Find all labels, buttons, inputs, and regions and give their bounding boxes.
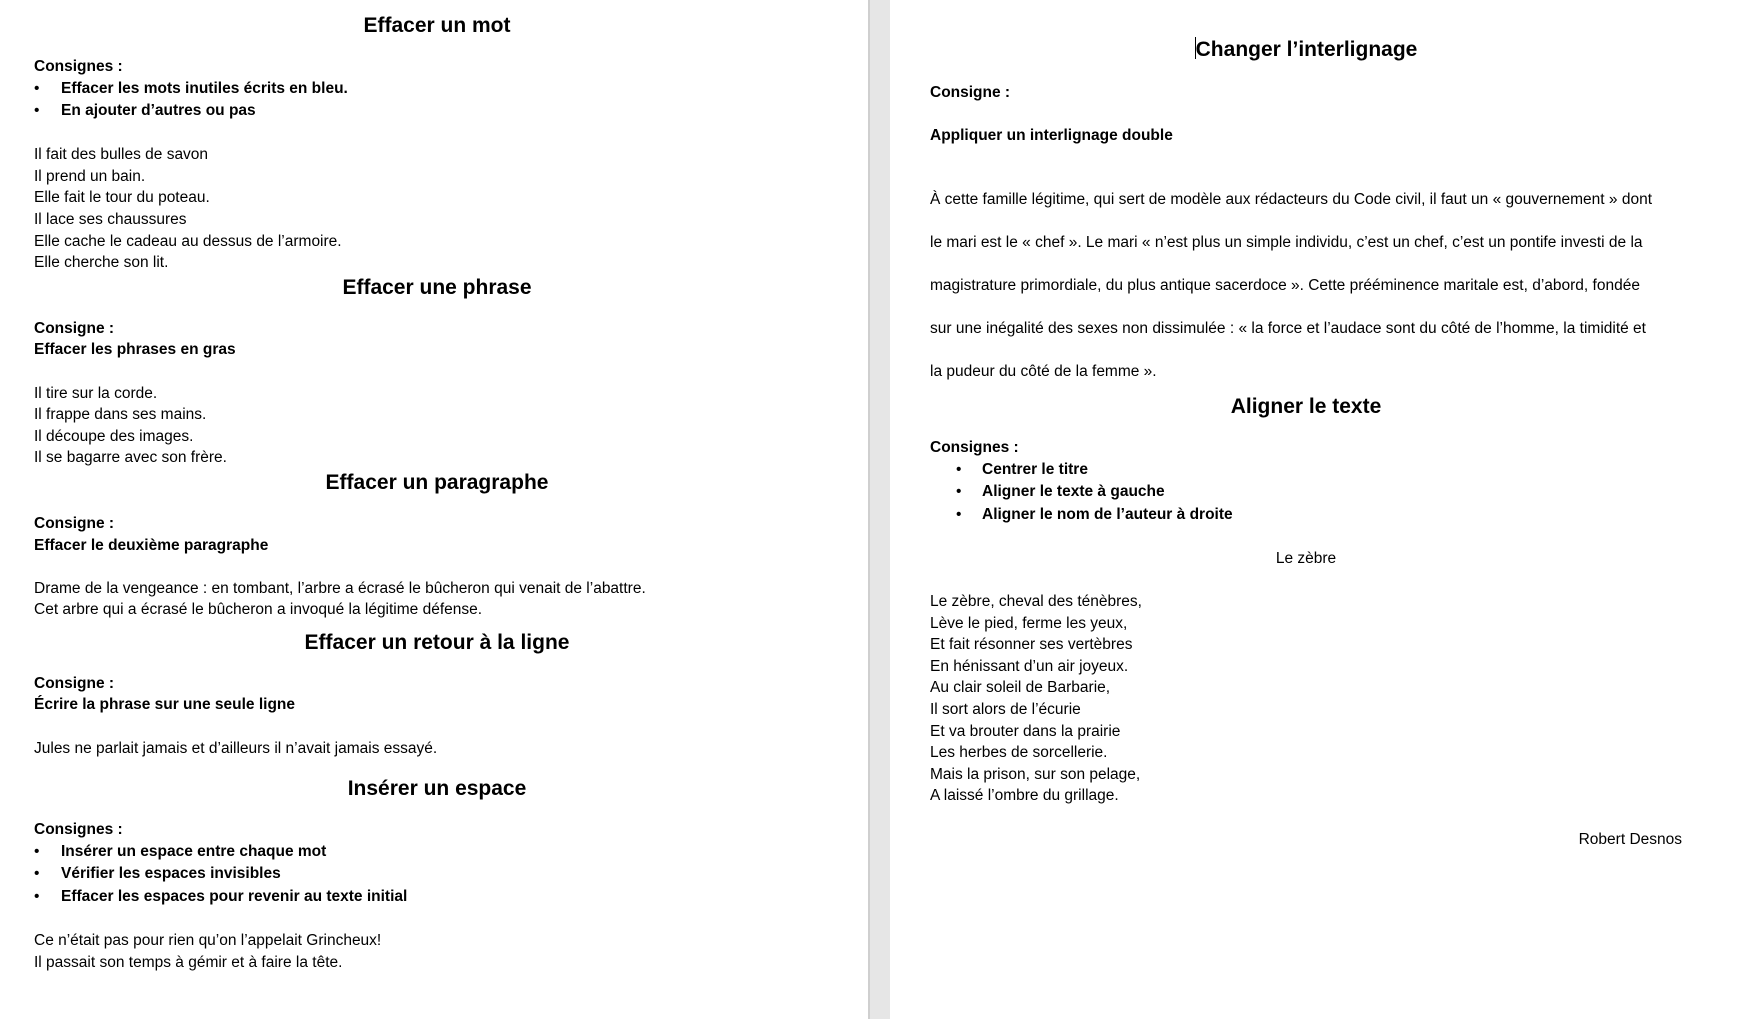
heading-effacer-un-paragraphe: Effacer un paragraphe — [325, 470, 549, 494]
poem-line[interactable]: A laissé l’ombre du grillage. — [930, 787, 1119, 805]
instruction-text: Écrire la phrase sur une seule ligne — [34, 696, 296, 714]
text-line[interactable]: Elle fait le tour du poteau. — [34, 189, 210, 207]
document-page-right[interactable] — [890, 0, 1755, 1019]
instruction-item: • Effacer les espaces pour revenir au texte initial — [34, 886, 840, 909]
text-line[interactable]: Ce n’était pas pour rien qu’on l’appelait Grincheux! — [34, 931, 382, 949]
poem-line[interactable]: En hénissant d’un air joyeux. — [930, 657, 1129, 675]
heading-effacer-un-retour: Effacer un retour à la ligne — [304, 630, 570, 654]
poem-line[interactable]: Il sort alors de l’écurie — [930, 701, 1081, 719]
instruction-item: • Vérifier les espaces invisibles — [34, 863, 840, 886]
instruction-item: • Aligner le texte à gauche — [930, 481, 1682, 504]
consigne-label: Consigne : — [930, 84, 1011, 101]
paragraph-line[interactable]: À cette famille légitime, qui sert de modèle aux rédacteurs du Code civil, il faut un « gouvernement » dont — [930, 191, 1653, 209]
instruction-item: • Aligner le nom de l’auteur à droite — [930, 504, 1682, 527]
heading-effacer-une-phrase: Effacer une phrase — [342, 275, 532, 299]
poem-line[interactable]: Au clair soleil de Barbarie, — [930, 679, 1111, 697]
text-line[interactable]: Jules ne parlait jamais et d’ailleurs il n’avait jamais essayé. — [34, 739, 438, 757]
poem-line[interactable]: Mais la prison, sur son pelage, — [930, 765, 1141, 783]
text-line[interactable]: Il prend un bain. — [34, 167, 146, 185]
heading-text: Changer l’interlignage — [1195, 38, 1418, 61]
poem-author[interactable]: Robert Desnos — [1578, 830, 1682, 848]
consignes-label: Consignes : — [34, 58, 123, 75]
instruction-list — [930, 459, 1682, 527]
instruction-list — [34, 841, 840, 909]
paragraph-line[interactable]: magistrature primordiale, du plus antique sacerdoce ». Cette prééminence maritale est, d’abord, fondée — [930, 277, 1640, 295]
poem-title[interactable]: Le zèbre — [1275, 549, 1337, 567]
consignes-label: Consignes : — [930, 439, 1019, 457]
page-divider — [868, 0, 870, 1019]
instruction-item: • En ajouter d’autres ou pas — [34, 100, 840, 123]
paragraph-line[interactable]: sur une inégalité des sexes non dissimulée : « la force et l’audace sont du côté de l’homme, la timidité et — [930, 320, 1646, 338]
poem-line[interactable]: Et va brouter dans la prairie — [930, 722, 1121, 740]
poem-line[interactable]: Les herbes de sorcellerie. — [930, 744, 1108, 762]
text-line[interactable]: Elle cache le cadeau au dessus de l’armoire. — [34, 232, 342, 250]
paragraph-line[interactable]: la pudeur du côté de la femme ». — [930, 363, 1157, 381]
consigne-label: Consigne : — [34, 674, 115, 692]
text-line[interactable]: Elle cherche son lit. — [34, 254, 169, 272]
text-line[interactable]: Il se bagarre avec son frère. — [34, 449, 227, 467]
instruction-item: • Effacer les mots inutiles écrits en bleu. — [34, 78, 840, 101]
heading-changer-interlignage — [930, 36, 1682, 64]
text-line[interactable]: Il lace ses chaussures — [34, 210, 187, 228]
text-line[interactable]: Il frappe dans ses mains. — [34, 406, 207, 424]
text-line[interactable]: Il tire sur la corde. — [34, 384, 158, 402]
text-line[interactable]: Il fait des bulles de savon — [34, 146, 209, 164]
document-page-left[interactable] — [0, 0, 868, 1019]
consigne-label: Consigne : — [34, 319, 115, 337]
poem-line[interactable]: Le zèbre, cheval des ténèbres, — [930, 593, 1142, 611]
instruction-text: Effacer les phrases en gras — [34, 341, 236, 359]
paragraph[interactable]: Cet arbre qui a écrasé le bûcheron a invoqué la légitime défense. — [34, 601, 483, 619]
instruction-item: • Insérer un espace entre chaque mot — [34, 841, 840, 864]
consigne-label: Consigne : — [34, 514, 115, 532]
heading-inserer-un-espace: Insérer un espace — [347, 777, 527, 801]
text-line[interactable]: Il passait son temps à gémir et à faire la tête. — [34, 953, 343, 971]
instruction-text: Appliquer un interlignage double — [930, 126, 1173, 144]
paragraph-line[interactable]: le mari est le « chef ». Le mari « n’est plus un simple individu, c’est un chef, c’est un pontife investi de la — [930, 234, 1643, 252]
page-gutter — [868, 0, 890, 1019]
poem-line[interactable]: Et fait résonner ses vertèbres — [930, 636, 1133, 654]
heading-aligner-le-texte: Aligner le texte — [1230, 395, 1382, 419]
heading-effacer-un-mot: Effacer un mot — [363, 14, 511, 37]
instruction-text: Effacer le deuxième paragraphe — [34, 536, 269, 554]
paragraph[interactable]: Drame de la vengeance : en tombant, l’arbre a écrasé le bûcheron qui venait de l’abattre. — [34, 579, 646, 597]
consignes-label: Consignes : — [34, 821, 123, 839]
instruction-list — [34, 78, 840, 123]
text-line[interactable]: Il découpe des images. — [34, 427, 194, 445]
poem-line[interactable]: Lève le pied, ferme les yeux, — [930, 614, 1128, 632]
instruction-item: • Centrer le titre — [930, 459, 1682, 482]
